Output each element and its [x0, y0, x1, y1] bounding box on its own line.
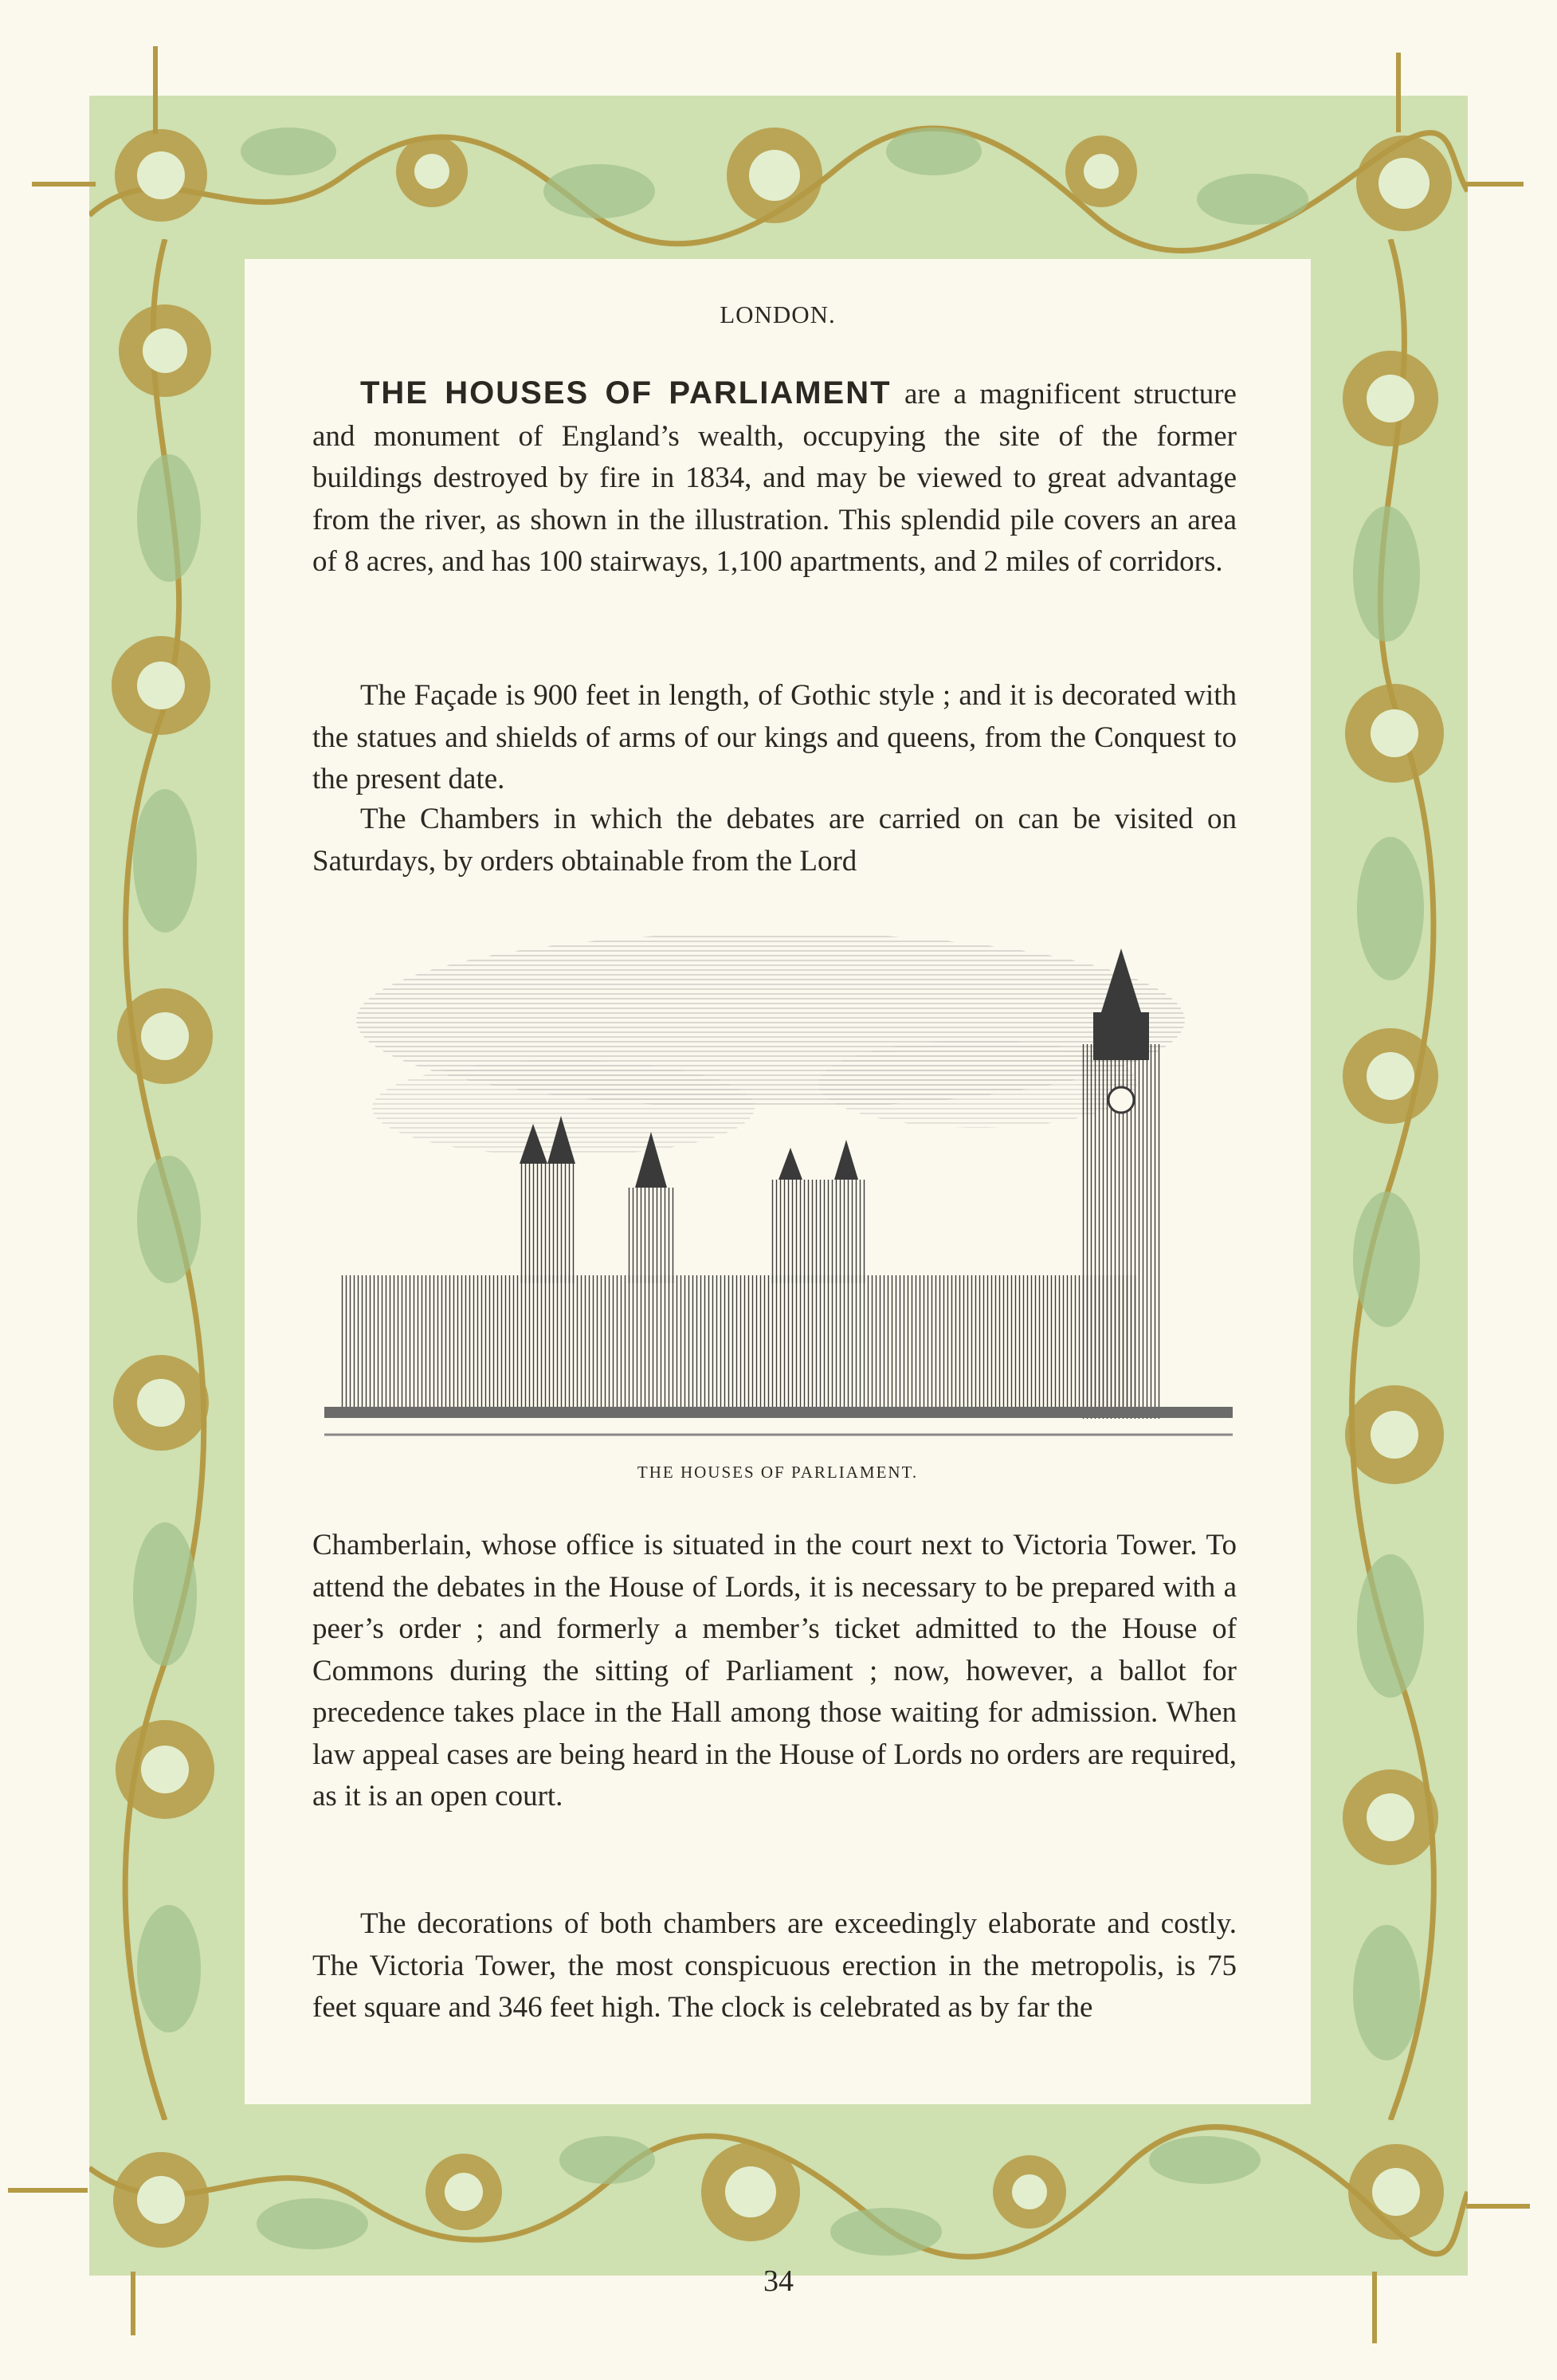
paragraph-3: The Chambers in which the debates are carried on can be visited on Saturdays, by orders obtainable from the Lord	[312, 803, 1237, 878]
running-head: LONDON.	[720, 300, 836, 328]
paragraph-1	[312, 372, 1237, 583]
paragraph-4: Chamberlain, whose office is situated in the court next to Victoria Tower. To attend the debates in the House of Lords, it is necessary to be prepared with a peer’s order ; and formerly a member’s ticket admitted to the House of Commons during the sitting of Parliament ; now, however, a ballot for precedence takes place in the Hall among those waiting for admission. When law appeal cases are being heard in the House of Lords no orders are required, as it is an open court.	[312, 1529, 1237, 1812]
parliament-engraving	[324, 925, 1233, 1451]
floral-border-left	[89, 239, 245, 2120]
article-title: THE HOUSES OF PARLIAMENT	[360, 375, 892, 410]
page-number: 34	[763, 2264, 794, 2298]
floral-border-bottom	[89, 2104, 1468, 2276]
text-panel	[245, 259, 1311, 2104]
illustration-caption: THE HOUSES OF PARLIAMENT.	[637, 1463, 919, 1482]
paragraph-2: The Façade is 900 feet in length, of Gothic style ; and it is decorated with the statues and shields of arms of our kings and queens, from the Conquest to the present date.	[312, 679, 1237, 795]
floral-border-top	[89, 96, 1468, 259]
floral-border-right	[1311, 239, 1468, 2120]
paragraph-1-text: are a magnificent structure and monument of England’s wealth, occupying the site of the former buildings destroyed by fire in 1834, and may be viewed to great advantage from the river, as shown in the illustration. This splendid pile covers an area of 8 acres, and has 100 stairways, 1,100 apartments, and 2 miles of corridors.	[312, 378, 1237, 578]
paragraph-5: The decorations of both chambers are exceedingly elaborate and costly. The Victoria Tower, the most conspicuous erection in the metropolis, is 75 feet square and 346 feet high. The clock is celebrated as by far the	[312, 1907, 1237, 2024]
